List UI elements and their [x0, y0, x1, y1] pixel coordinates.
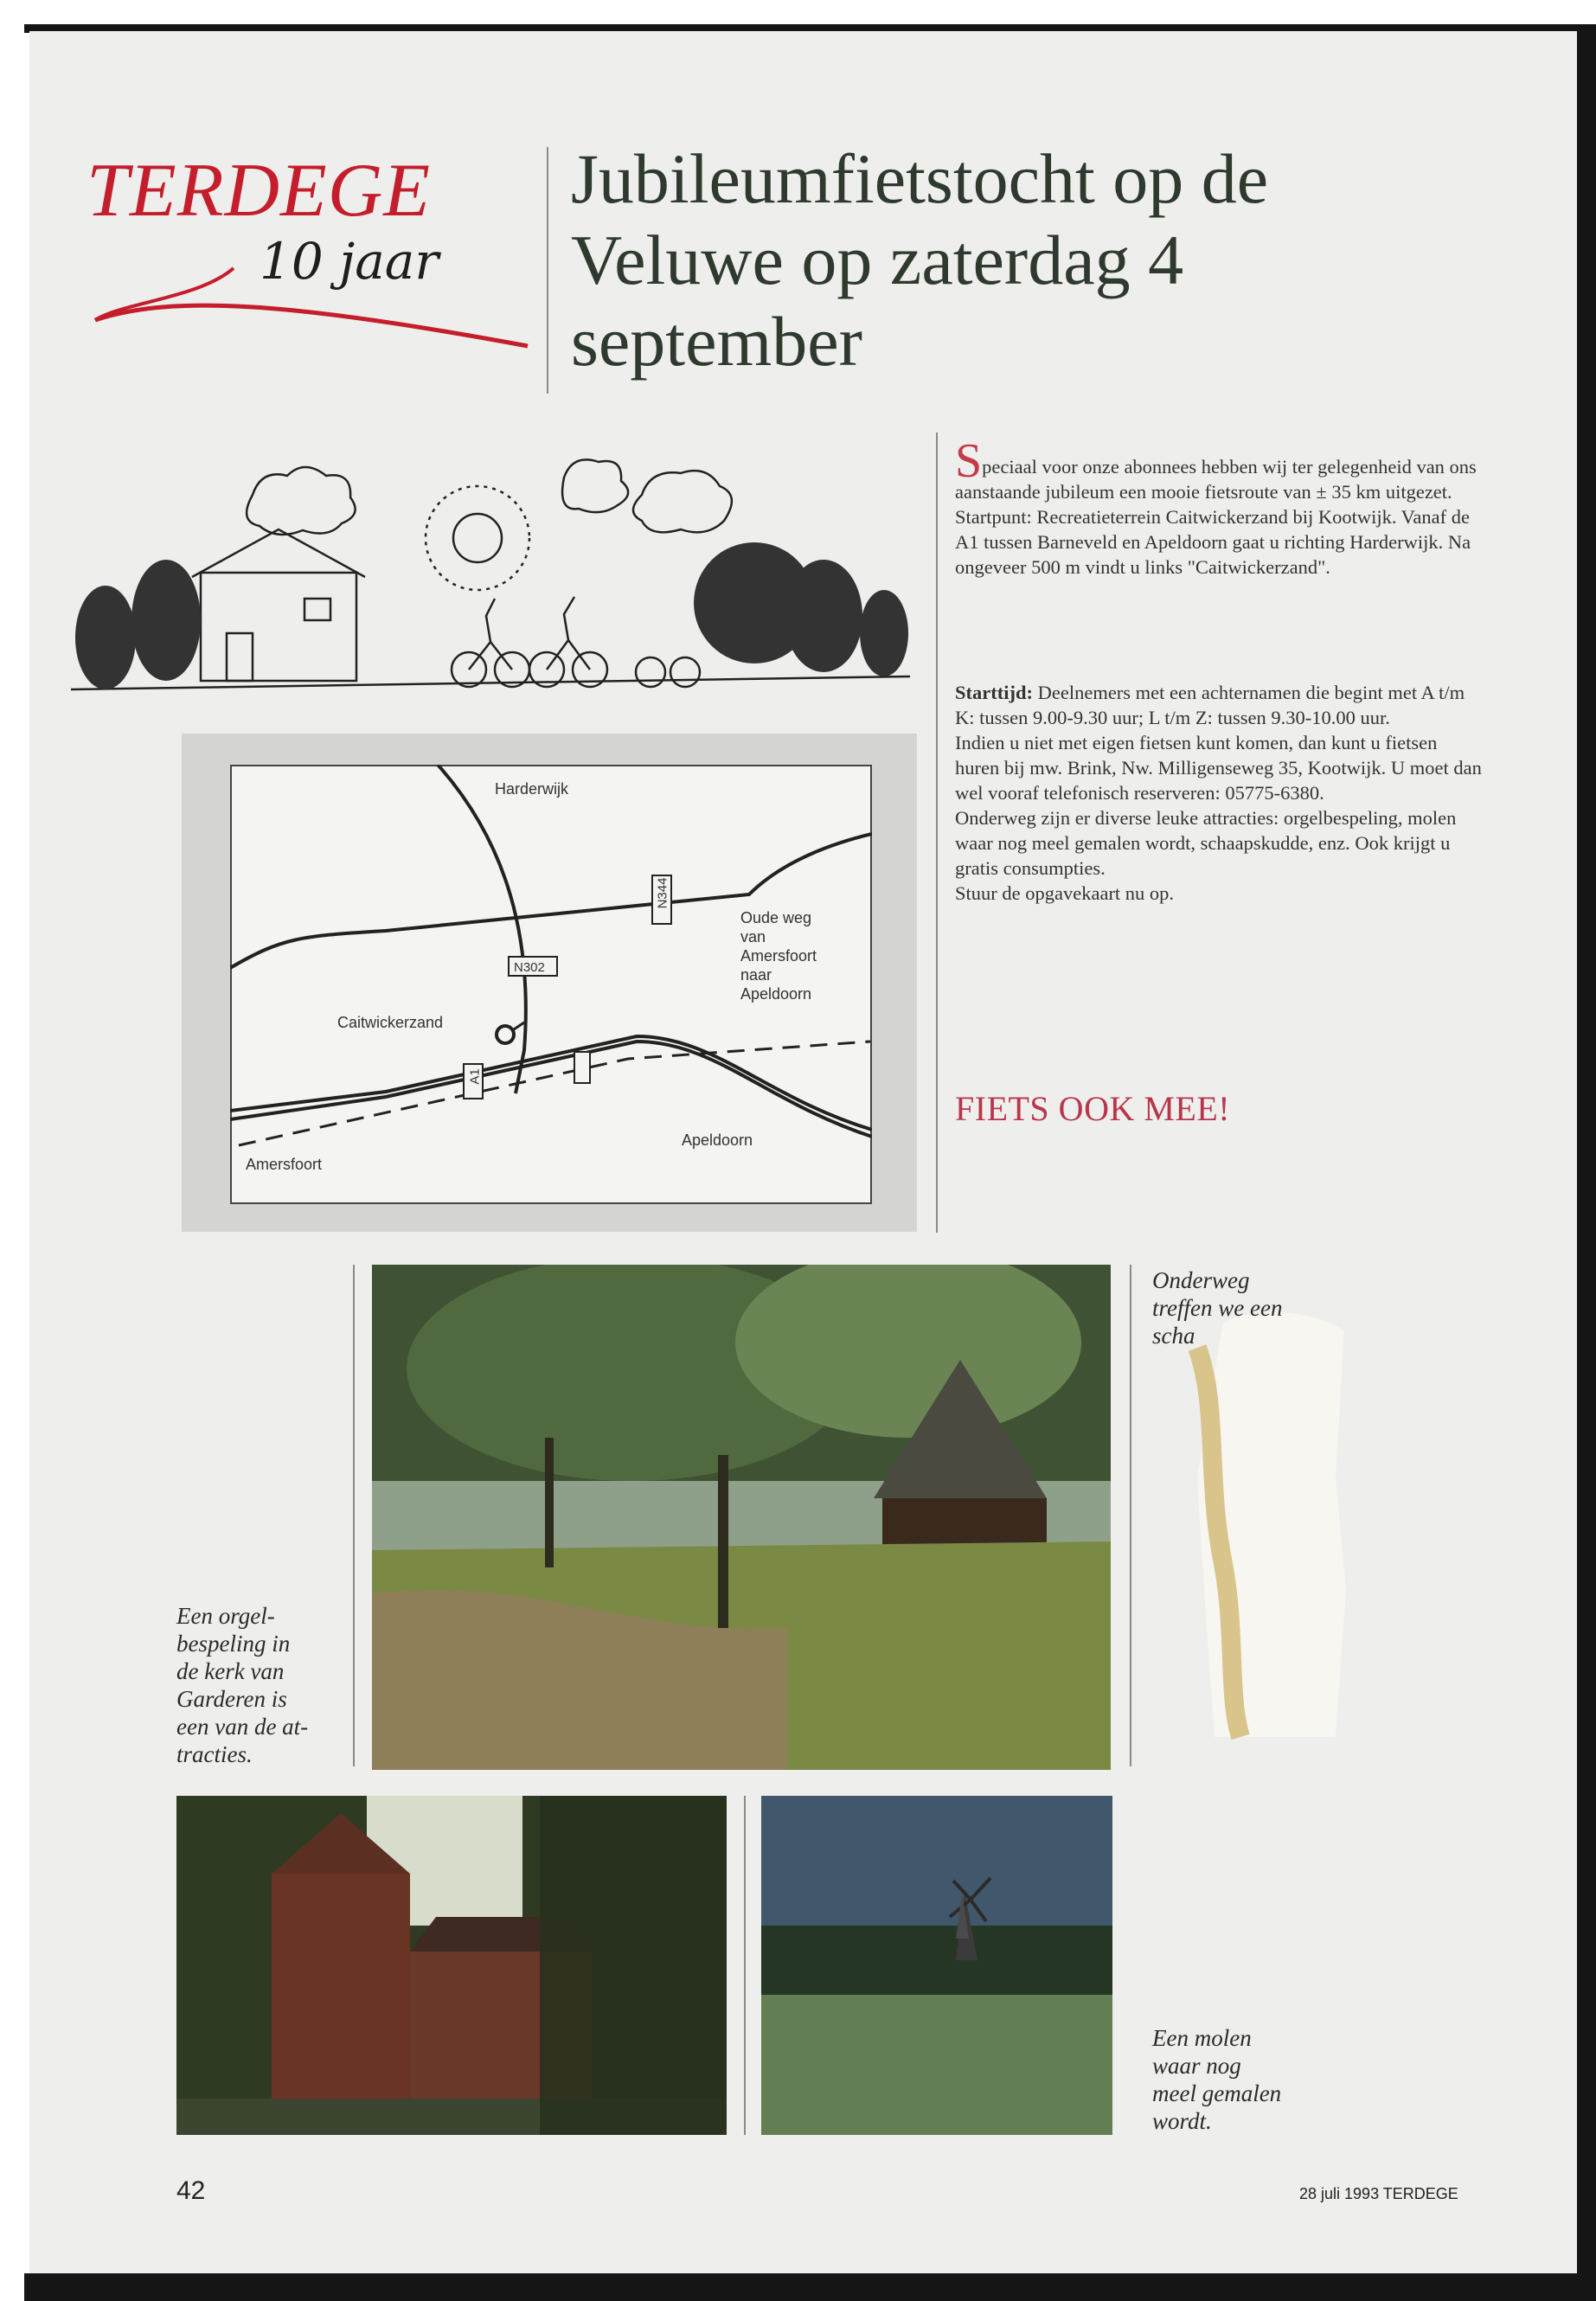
start-text: Deelnemers met een achternamen die begint met A t/m K: tussen 9.00-9.30 uur; L t/m Z: tussen 9.30-10.00 uur.	[955, 682, 1465, 728]
page-number: 42	[176, 2176, 206, 2205]
issue-line: 28 juli 1993 TERDEGE	[1299, 2185, 1458, 2202]
attractions-text: Onderweg zijn er diverse leuke attracties: orgelbespeling, molen waar nog meel gemalen wordt, schaapskudde, enz. Ook krijgt u gratis consumpties.	[955, 807, 1457, 879]
column-divider	[936, 433, 938, 1233]
terdege-logo: TERDEGE	[87, 149, 432, 233]
caption-sheep: Onderweg treffen we een scha	[1152, 1267, 1283, 1349]
anniversary-label: 10 jaar	[260, 232, 439, 291]
photo-divider-bottom	[744, 1796, 746, 2135]
photo-divider-right	[1130, 1265, 1131, 1766]
church-photo	[176, 1796, 727, 2135]
sheepfold-photo	[372, 1265, 1111, 1770]
map-road-n302: N302	[514, 960, 545, 975]
map-road-a1: A1	[467, 1068, 483, 1085]
scan-border-right	[1577, 24, 1596, 2301]
drop-cap: S	[955, 434, 983, 488]
map-label-apeldoorn: Apeldoorn	[682, 1131, 753, 1149]
scan-border-bottom	[24, 2273, 1596, 2301]
intro-text: peciaal voor onze abonnees hebben wij ter gelegenheid van ons aanstaande jubileum een mooie fietsroute van ± 35 km uitgezet. Startpunt: Recreatieterrein Caitwickerzand bij Kootwijk. Vanaf de A1 tussen Barneveld en Apeldoorn gaat u richting Harderwijk. Na ongeveer 500 m vindt u links "Caitwickerzand".	[955, 456, 1477, 578]
map-label-amersfoort: Amersfoort	[246, 1156, 323, 1173]
title-divider	[547, 147, 548, 394]
send-card-text: Stuur de opgavekaart nu op.	[955, 882, 1175, 904]
caption-mill: Een molen waar nog meel gemalen wordt.	[1152, 2025, 1282, 2134]
map-label-harderwijk: Harderwijk	[495, 780, 569, 798]
start-label: Starttijd:	[955, 682, 1033, 703]
caption-organ: Een orgel- bespeling in de kerk van Garderen is een van de at- tracties.	[176, 1603, 309, 1767]
map-label-caitwickerzand: Caitwickerzand	[337, 1014, 444, 1031]
cycling-illustration	[62, 443, 919, 698]
photo-divider-left	[353, 1265, 355, 1766]
rental-text: Indien u niet met eigen fietsen kunt komen, dan kunt u fietsen huren bij mw. Brink, Nw. Milligenseweg 35, Kootwijk. U moet dan wel vooraf telefonisch reserveren: 05775-6380.	[955, 732, 1482, 804]
intro-paragraph	[955, 434, 1483, 580]
article-title: Jubileumfietstocht op de Veluwe op zaterdag 4 september	[571, 139, 1269, 381]
details-paragraph	[955, 680, 1483, 906]
windmill-photo	[761, 1796, 1112, 2135]
map-label-old-road: Oude weg van Amersfoort naar Apeldoorn	[740, 909, 817, 1003]
map-road-n344: N344	[655, 877, 670, 909]
torn-paper	[1189, 1304, 1353, 1742]
call-to-action: FIETS OOK MEE!	[955, 1089, 1231, 1128]
